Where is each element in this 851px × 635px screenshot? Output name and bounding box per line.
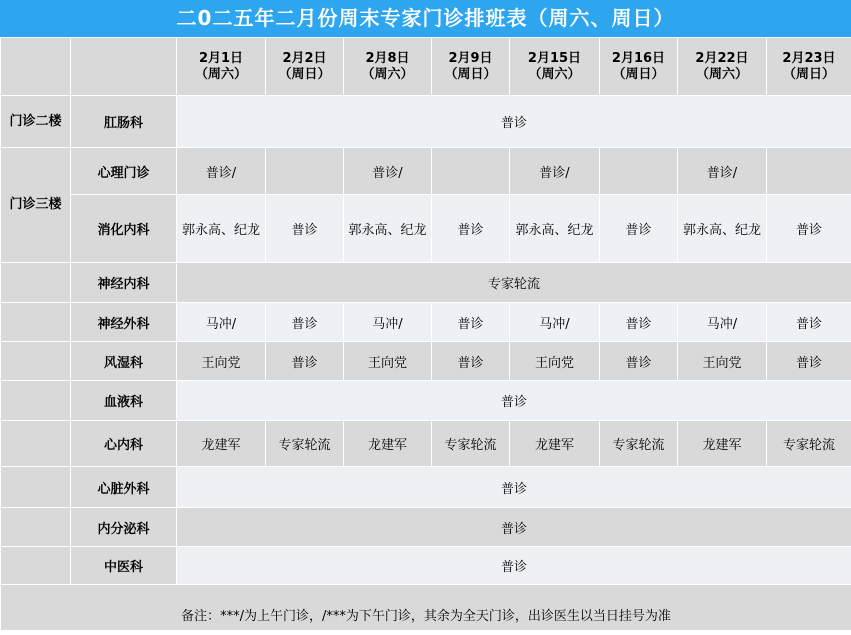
schedule-cell: 普诊: [767, 303, 851, 342]
schedule-cell-merged: 普诊: [177, 381, 851, 421]
schedule-cell: 普诊: [767, 195, 851, 263]
schedule-cell-merged: 普诊: [177, 96, 851, 148]
table-row: [1, 467, 851, 508]
table-row: [1, 96, 851, 148]
schedule-cell: 普诊/: [510, 148, 600, 195]
schedule-cell: [600, 148, 678, 195]
floor-cell-empty: [1, 421, 71, 467]
date-header-cell: [678, 38, 767, 96]
schedule-body: [1, 38, 851, 631]
floor-cell-2: 门诊二楼: [1, 96, 71, 148]
schedule-cell: [767, 148, 851, 195]
weekday-label: （周六）: [695, 66, 748, 82]
date-header-cell: [344, 38, 432, 96]
department-name: 消化内科: [71, 195, 177, 263]
schedule-cell: 普诊/: [344, 148, 432, 195]
schedule-cell: 普诊: [600, 303, 678, 342]
date-label: 2月2日: [282, 50, 327, 66]
schedule-cell: [432, 148, 510, 195]
date-header-cell: [767, 38, 851, 96]
schedule-cell: 专家轮流: [600, 421, 678, 467]
weekday-label: （周日）: [278, 66, 331, 82]
corner-cell-dept: [71, 38, 177, 96]
date-header-cell: [600, 38, 678, 96]
floor-cell-empty: [1, 547, 71, 585]
department-name: 心理门诊: [71, 148, 177, 195]
date-header-cell: [432, 38, 510, 96]
schedule-cell: 普诊: [600, 195, 678, 263]
schedule-cell: 王向党: [510, 342, 600, 381]
date-header-cell: [510, 38, 600, 96]
department-name: 心脏外科: [71, 467, 177, 508]
note-cell: [1, 585, 851, 631]
schedule-cell: 普诊/: [678, 148, 767, 195]
department-name: 神经外科: [71, 303, 177, 342]
table-row: [1, 342, 851, 381]
floor-cell-empty: [1, 508, 71, 547]
weekday-label: （周日）: [782, 66, 835, 82]
date-label: 2月15日: [527, 50, 582, 66]
schedule-cell-merged: 普诊: [177, 547, 851, 585]
schedule-cell-merged: 普诊: [177, 508, 851, 547]
date-header-cell: [177, 38, 266, 96]
date-label: 2月1日: [198, 50, 244, 66]
table-row: [1, 148, 851, 195]
header-row: [1, 38, 851, 96]
date-label: 2月8日: [365, 50, 410, 66]
schedule-cell: 郭永高、纪龙: [344, 195, 432, 263]
department-name: 心内科: [71, 421, 177, 467]
schedule-cell-merged: 专家轮流: [177, 263, 851, 303]
floor-cell-empty: [1, 342, 71, 381]
floor-cell-empty: [1, 263, 71, 303]
schedule-cell: 普诊: [432, 303, 510, 342]
schedule-cell: 马冲/: [344, 303, 432, 342]
schedule-cell: 龙建军: [344, 421, 432, 467]
weekday-label: （周日）: [612, 66, 665, 82]
department-name: 风湿科: [71, 342, 177, 381]
weekday-label: （周六）: [194, 66, 247, 82]
date-header-cell: [266, 38, 344, 96]
schedule-cell: 马冲/: [678, 303, 767, 342]
schedule-cell: 普诊: [432, 342, 510, 381]
floor-cell-empty: [1, 381, 71, 421]
table-row: [1, 421, 851, 467]
schedule-table: [0, 37, 851, 631]
schedule-cell: 王向党: [678, 342, 767, 381]
weekday-label: （周六）: [361, 66, 414, 82]
schedule-cell: 龙建军: [177, 421, 266, 467]
department-name: 血液科: [71, 381, 177, 421]
note-row: [1, 585, 851, 631]
schedule-cell: 专家轮流: [432, 421, 510, 467]
department-name: 内分泌科: [71, 508, 177, 547]
schedule-cell: 普诊: [266, 342, 344, 381]
schedule-cell: 专家轮流: [767, 421, 851, 467]
table-row: [1, 547, 851, 585]
schedule-cell: 郭永高、纪龙: [678, 195, 767, 263]
schedule-cell: 郭永高、纪龙: [510, 195, 600, 263]
schedule-cell: 龙建军: [510, 421, 600, 467]
schedule-cell: 普诊/: [177, 148, 266, 195]
weekday-label: （周六）: [528, 66, 581, 82]
date-label: 2月23日: [782, 50, 836, 66]
schedule-cell: [266, 148, 344, 195]
schedule-cell: 马冲/: [510, 303, 600, 342]
department-name: 肛肠科: [71, 96, 177, 148]
schedule-cell: 郭永高、纪龙: [177, 195, 266, 263]
table-row: [1, 263, 851, 303]
schedule-cell: 王向党: [344, 342, 432, 381]
schedule-cell-merged: 普诊: [177, 467, 851, 508]
page-title: 二0二五年二月份周末专家门诊排班表（周六、周日）: [0, 0, 851, 37]
department-name: 中医科: [71, 547, 177, 585]
schedule-cell: 马冲/: [177, 303, 266, 342]
table-row: [1, 195, 851, 263]
floor-cell-empty: [1, 467, 71, 508]
corner-cell-floor: [1, 38, 71, 96]
schedule-cell: 专家轮流: [266, 421, 344, 467]
table-row: [1, 381, 851, 421]
date-label: 2月9日: [448, 50, 493, 66]
schedule-cell: 普诊: [432, 195, 510, 263]
footnote-text: 备注：***/为上午门诊，/***为下午门诊，其余为全天门诊，出诊医生以当日挂号为准: [181, 609, 671, 624]
schedule-cell: 普诊: [767, 342, 851, 381]
schedule-cell: 普诊: [266, 303, 344, 342]
schedule-cell: 普诊: [266, 195, 344, 263]
date-label: 2月22日: [695, 50, 749, 66]
table-row: [1, 303, 851, 342]
schedule-cell: 龙建军: [678, 421, 767, 467]
weekday-label: （周日）: [444, 66, 497, 82]
table-row: [1, 508, 851, 547]
schedule-cell: 王向党: [177, 342, 266, 381]
floor-cell-empty: [1, 303, 71, 342]
schedule-cell: 普诊: [600, 342, 678, 381]
date-label: 2月16日: [611, 50, 666, 66]
department-name: 神经内科: [71, 263, 177, 303]
floor-cell-3: 门诊三楼: [1, 148, 71, 263]
